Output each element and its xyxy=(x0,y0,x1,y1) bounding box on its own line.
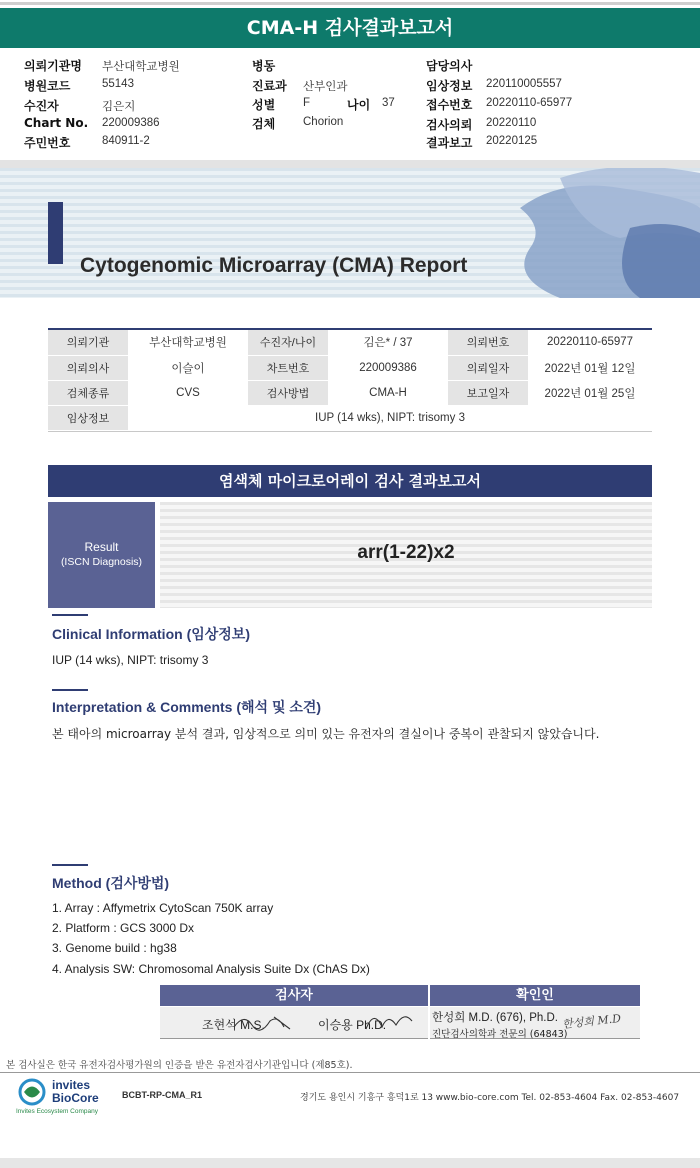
chart-label: Chart No. xyxy=(24,116,89,130)
method-title: Method (검사방법) xyxy=(52,875,170,891)
result-value-box xyxy=(160,502,652,608)
summary-header: 검사방법 xyxy=(248,380,328,405)
hospital-code-value: 55143 xyxy=(102,78,134,90)
section-rule xyxy=(52,614,88,616)
summary-cell: CMA-H xyxy=(328,380,448,405)
institution-value: 부산대학교병원 xyxy=(102,61,180,73)
examiner-cell xyxy=(160,1007,428,1039)
section-divider xyxy=(0,160,700,168)
interpretation-title: Interpretation & Comments (해석 및 소견) xyxy=(52,699,322,715)
sex-value: F xyxy=(303,97,311,109)
resident-value: 840911-2 xyxy=(102,135,150,147)
request-label: 검사의뢰 xyxy=(426,118,473,132)
confirmer-header: 확인인 xyxy=(430,985,640,1006)
examiner-2-signature xyxy=(360,1007,420,1037)
summary-cell: 이슬이 xyxy=(128,355,248,380)
table-row xyxy=(48,405,652,430)
form-code: BCBT-RP-CMA_R1 xyxy=(122,1090,203,1100)
report-date-label: 결과보고 xyxy=(426,136,473,150)
examiner-header: 검사자 xyxy=(160,985,428,1006)
summary-cell: 2022년 01월 25일 xyxy=(528,380,652,405)
summary-header: 임상정보 xyxy=(48,405,128,430)
request-value: 20220110 xyxy=(486,117,537,129)
ward-label: 병동 xyxy=(252,59,276,73)
summary-header: 의뢰기관 xyxy=(48,330,128,355)
company-address: 경기도 용인시 기흥구 흥덕1로 13 www.bio-core.com Tel. 02-853-4604 Fax. 02-853-4607 xyxy=(300,1093,680,1103)
age-label: 나이 xyxy=(347,98,371,112)
specimen-label: 검체 xyxy=(252,117,276,131)
report-banner xyxy=(0,168,700,298)
footer-divider xyxy=(0,1072,700,1073)
summary-header: 의뢰의사 xyxy=(48,355,128,380)
result-value: arr(1-22)x2 xyxy=(357,542,455,563)
examiner-1: 조현석 M.S. xyxy=(202,1018,265,1032)
confirmer-title: 진단검사의학과 전문의 (64843) xyxy=(432,1029,568,1040)
confirmer-name: 한성희 M.D. (676), Ph.D. xyxy=(432,1012,558,1024)
result-label: Result xyxy=(84,540,119,554)
institution-label: 의뢰기관명 xyxy=(24,59,82,73)
examiner-2: 이승용 Ph.D. xyxy=(318,1018,387,1032)
summary-cell: 220009386 xyxy=(328,355,448,380)
resident-label: 주민번호 xyxy=(24,136,71,150)
clinical-no-value: 220110005557 xyxy=(486,78,562,90)
reception-label: 접수번호 xyxy=(426,98,473,112)
summary-cell: 2022년 01월 12일 xyxy=(528,355,652,380)
logo-text-invites: invites xyxy=(52,1078,91,1092)
report-date-value: 20220125 xyxy=(486,135,538,147)
hospital-code-label: 병원코드 xyxy=(24,79,71,93)
method-item: 4. Analysis SW: Chromosomal Analysis Suite Dx (ChAS Dx) xyxy=(52,962,370,976)
clinical-title: Clinical Information (임상정보) xyxy=(52,626,250,642)
summary-header: 수진자/나이 xyxy=(248,330,328,355)
summary-cell: 부산대학교병원 xyxy=(128,330,248,355)
method-item: 1. Array : Affymetrix CytoScan 750K array xyxy=(52,901,274,915)
summary-header: 보고일자 xyxy=(448,380,528,405)
table-row xyxy=(48,330,652,355)
summary-header: 차트번호 xyxy=(248,355,328,380)
method-item: 3. Genome build : hg38 xyxy=(52,941,177,955)
sex-label: 성별 xyxy=(252,98,276,112)
logo-tagline: Invites Ecosystem Company xyxy=(16,1108,99,1115)
summary-header: 검체종류 xyxy=(48,380,128,405)
certification-note: 본 검사실은 한국 유전자검사평가원의 인증을 받은 유전자검사기관입니다 (제85호). xyxy=(6,1060,353,1071)
examiner-1-signature xyxy=(230,1009,300,1035)
banner-decoration xyxy=(0,168,700,298)
biocore-logo-icon xyxy=(16,1077,48,1107)
top-divider xyxy=(0,2,700,5)
summary-header: 의뢰번호 xyxy=(448,330,528,355)
summary-cell: CVS xyxy=(128,380,248,405)
table-row xyxy=(48,380,652,405)
dept-value: 산부인과 xyxy=(303,81,348,93)
banner-accent-bar xyxy=(48,202,63,264)
summary-cell: 20220110-65977 xyxy=(528,330,652,355)
specimen-value: Chorion xyxy=(303,116,344,128)
patient-label: 수진자 xyxy=(24,99,59,113)
summary-table xyxy=(48,328,652,432)
bottom-band xyxy=(0,1158,700,1168)
chart-value: 220009386 xyxy=(102,117,160,129)
report-title: Cytogenomic Microarray (CMA) Report xyxy=(80,254,468,277)
result-label-box xyxy=(48,502,155,608)
patient-value: 김은지 xyxy=(102,101,136,113)
summary-cell: 김은* / 37 xyxy=(328,330,448,355)
confirmer-signature: 한성희 M.D xyxy=(561,1011,622,1032)
reception-value: 20220110-65977 xyxy=(486,97,573,109)
clinical-no-label: 임상정보 xyxy=(426,79,473,93)
interpretation-text: 본 태아의 microarray 분석 결과, 임상적으로 의미 있는 유전자의 결실이나 중복이 관찰되지 않았습니다. xyxy=(52,727,600,741)
section-rule xyxy=(52,864,88,866)
document-title: CMA-H 검사결과보고서 xyxy=(0,8,700,48)
clinical-text: IUP (14 wks), NIPT: trisomy 3 xyxy=(52,653,209,667)
confirmer-cell xyxy=(430,1007,640,1039)
table-row xyxy=(48,355,652,380)
dept-label: 진료과 xyxy=(252,79,287,93)
report-section-header: 염색체 마이크로어레이 검사 결과보고서 xyxy=(48,465,652,497)
section-rule xyxy=(52,689,88,691)
result-sublabel: (ISCN Diagnosis) xyxy=(60,556,143,568)
age-value: 37 xyxy=(382,97,395,109)
summary-header: 의뢰일자 xyxy=(448,355,528,380)
doctor-label: 담당의사 xyxy=(426,59,473,73)
summary-cell: IUP (14 wks), NIPT: trisomy 3 xyxy=(128,405,652,430)
method-item: 2. Platform : GCS 3000 Dx xyxy=(52,921,195,935)
logo-text-biocore: BioCore xyxy=(52,1091,99,1105)
